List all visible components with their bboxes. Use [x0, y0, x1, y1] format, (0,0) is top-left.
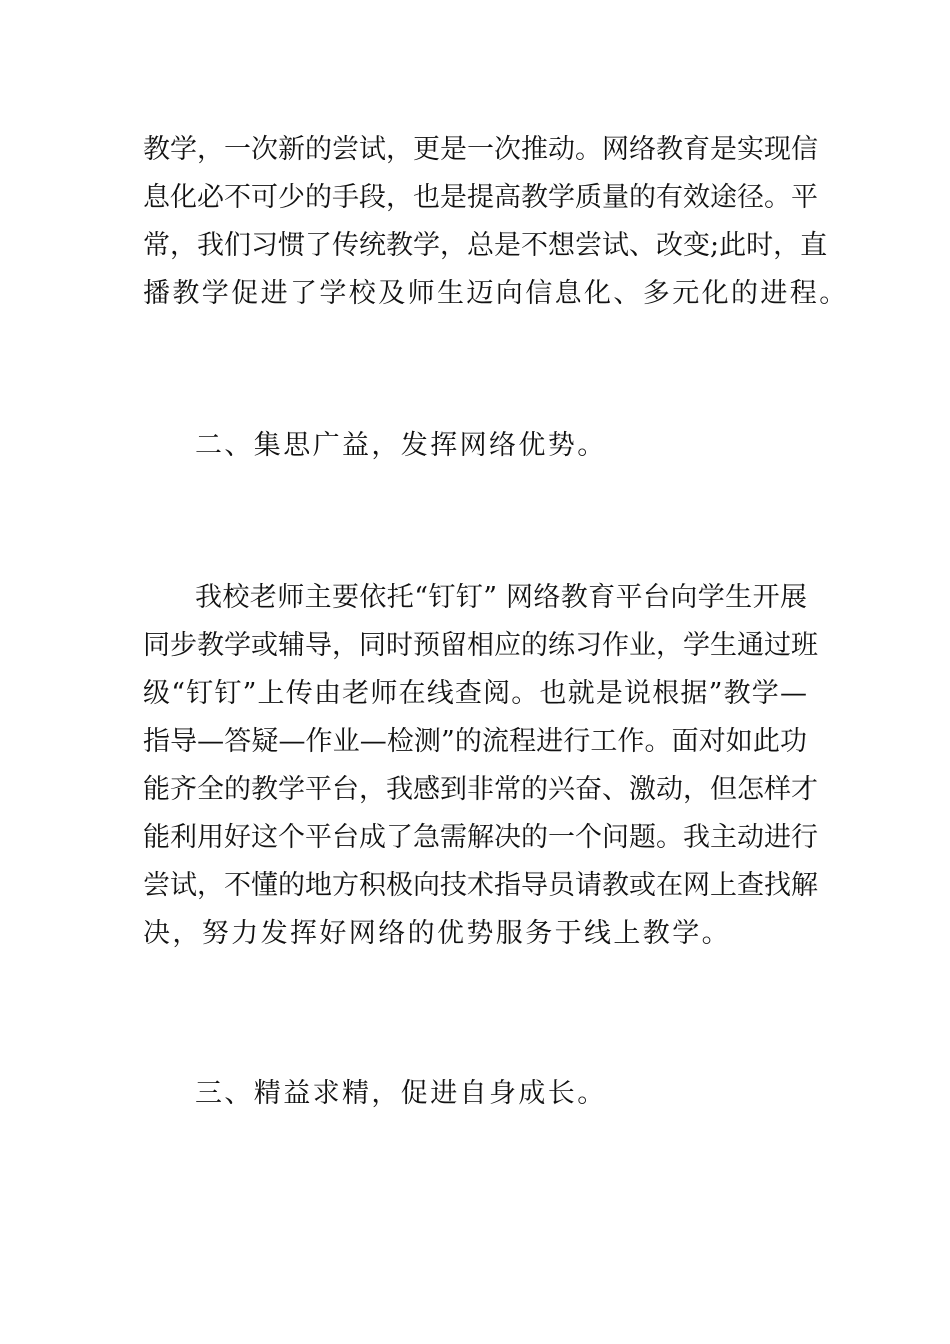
paragraph-line: 教学，一次新的尝试，更是一次推动。网络教育是实现信: [143, 134, 818, 165]
paragraph-line: 常，我们习惯了传统教学，总是不想尝试、改变;此时，直: [143, 230, 828, 261]
paragraph-line: 能利用好这个平台成了急需解决的一个问题。我主动进行: [143, 822, 818, 853]
paragraph-line: 决，努力发挥好网络的优势服务于线上教学。: [143, 918, 731, 949]
paragraph-line: 尝试，不懂的地方积极向技术指导员请教或在网上查找解: [143, 870, 818, 901]
paragraph-line-first: 我校老师主要依托“钉钉” 网络教育平台向学生开展: [195, 582, 807, 613]
paragraph-line: 指导—答疑—作业—检测”的流程进行工作。面对如此功: [143, 726, 807, 757]
section-heading-2: 二、集思广益，发挥网络优势。: [195, 430, 607, 461]
paragraph-line: 播教学促进了学校及师生迈向信息化、多元化的进程。: [143, 278, 849, 309]
paragraph-line: 级“钉钉”上传由老师在线查阅。也就是说根据”教学—: [143, 678, 807, 709]
paragraph-line: 能齐全的教学平台，我感到非常的兴奋、激动，但怎样才: [143, 774, 818, 805]
paragraph-line: 同步教学或辅导，同时预留相应的练习作业，学生通过班: [143, 630, 818, 661]
paragraph-line: 息化必不可少的手段，也是提高教学质量的有效途径。平: [143, 182, 818, 213]
section-heading-3: 三、精益求精，促进自身成长。: [195, 1078, 607, 1109]
